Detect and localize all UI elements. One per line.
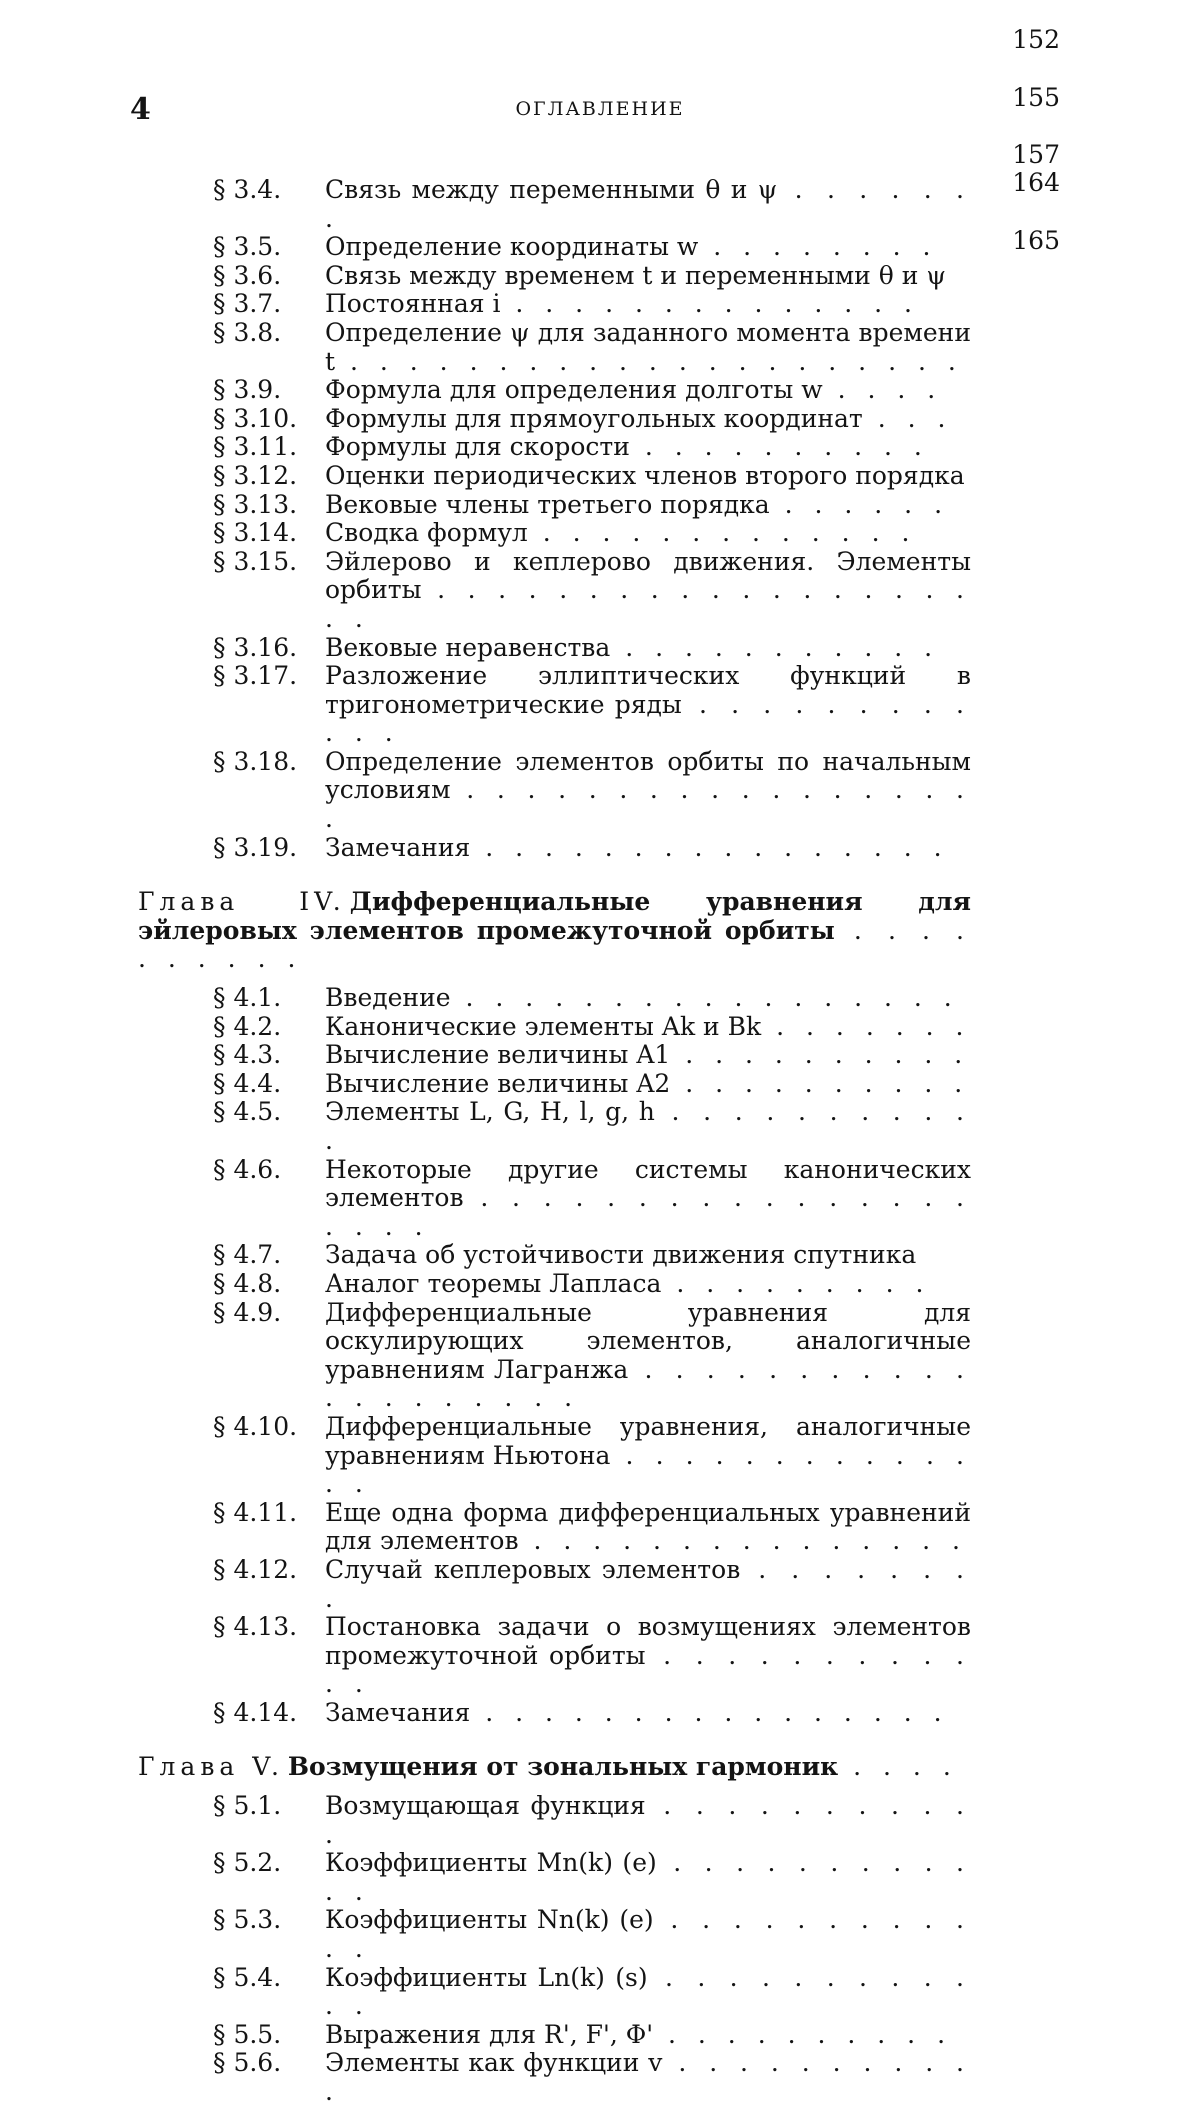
section-number: § 4.8. bbox=[213, 1268, 282, 1298]
section-number: § 3.4. bbox=[213, 175, 282, 204]
leader-dots: . . . . . . . . . . . . . . . . . . bbox=[325, 775, 971, 834]
section-number: § 4.1. bbox=[213, 983, 282, 1013]
leader-dots: . . . . . . . . . . . bbox=[325, 1097, 971, 1155]
section-title bbox=[325, 1849, 971, 1906]
entry-title-text: Определение ψ для заданного момента времени t bbox=[325, 317, 971, 376]
leader-dots: . . . . . . . . . . . . bbox=[325, 1962, 971, 2021]
section-title bbox=[325, 1906, 971, 1963]
entry-title-text: Дифференциальные уравнения для оскулирующих элементов, аналогичные уравнениям Лагранжа bbox=[325, 1297, 971, 1384]
entry-title-text: Формулы для прямоугольных координат bbox=[325, 403, 863, 433]
page-ref: 165 bbox=[1012, 225, 1060, 255]
section-title bbox=[325, 405, 971, 434]
entry-title-text: Введение bbox=[325, 983, 451, 1013]
entry-title-text: Разложение эллиптических функций в тригонометрические ряды bbox=[325, 661, 971, 719]
chapter-title bbox=[138, 1753, 971, 1782]
section-title bbox=[325, 319, 971, 376]
entry-title-text: Вековые неравенства bbox=[325, 632, 611, 662]
leader-dots: . . . . . . . . bbox=[698, 232, 938, 262]
entry-title-text: Еще одна форма дифференциальных уравнений для элементов bbox=[325, 1497, 971, 1556]
leader-dots: . . . . bbox=[838, 1752, 958, 1782]
leader-dots: . . . . . . . bbox=[325, 175, 971, 233]
chapter-title bbox=[138, 888, 971, 974]
leader-dots: . . . . . . . . . . . . bbox=[325, 1905, 972, 1964]
section-number: § 5.3. bbox=[213, 1905, 282, 1935]
section-number: § 4.11. bbox=[213, 1497, 298, 1527]
leader-dots: . . . . . . . . . . . . . . . . . . . . bbox=[325, 1183, 971, 1241]
section-title bbox=[325, 1041, 971, 1070]
section-number: § 4.6. bbox=[213, 1154, 282, 1184]
section-title bbox=[325, 491, 971, 520]
entry-title-text: Дифференциальные уравнения, аналогичные уравнениям Ньютона bbox=[325, 1411, 971, 1470]
section-title bbox=[325, 1556, 971, 1613]
section-number: § 3.17. bbox=[213, 661, 298, 691]
section-title bbox=[325, 1270, 971, 1299]
entry-title-text: Аналог теоремы Лапласа bbox=[325, 1268, 662, 1298]
entry-title-text: Постоянная i bbox=[325, 289, 501, 319]
section-title bbox=[325, 2021, 971, 2050]
section-number: § 4.14. bbox=[213, 1697, 298, 1727]
section-number: § 3.6. bbox=[213, 260, 282, 290]
section-number: § 3.14. bbox=[213, 518, 298, 548]
entry-title-text: Замечания bbox=[325, 832, 471, 862]
section-title bbox=[325, 1613, 971, 1699]
section-number: § 4.10. bbox=[213, 1411, 298, 1441]
leader-dots: . . . . . . . . . . . . . . . . bbox=[470, 832, 949, 862]
entry-title-text: Возмущения от зональных гармоник bbox=[287, 1752, 839, 1782]
entry-title-text: Коэффициенты Nn(k) (e) bbox=[325, 1905, 654, 1935]
leader-dots: . . . . . . . . . . . . . . . . . . . . bbox=[325, 575, 971, 633]
section-number: § 3.18. bbox=[213, 746, 298, 776]
entry-title-text: Определение координаты w bbox=[325, 232, 699, 262]
leader-dots: . . . . . . . . . . . . . . bbox=[325, 1440, 971, 1499]
leader-dots: . . . . bbox=[822, 375, 943, 405]
section-title bbox=[325, 1699, 971, 1728]
leader-dots: . . . . . . . . . . . . . . . . . . . . bbox=[325, 1354, 971, 1413]
entry-title-text: Дифференциальные уравнения для эйлеровых элементов промежуточной орбиты bbox=[138, 887, 971, 945]
leader-dots: . . . . . . . . . bbox=[661, 1268, 931, 1298]
leader-dots: . . . . . . . . . . . . . . bbox=[500, 289, 919, 319]
entry-title-text: Некоторые другие системы канонических элементов bbox=[325, 1154, 971, 1213]
leader-dots: . . . . . . . . . . bbox=[138, 915, 972, 974]
leader-dots: . . . bbox=[862, 403, 953, 433]
entry-title-text: Элементы L, G, H, l, g, h bbox=[325, 1097, 655, 1127]
leader-dots: . . . . . . . . . . . . . . . . . . . . . bbox=[335, 346, 963, 376]
section-title bbox=[325, 376, 971, 405]
section-title bbox=[325, 290, 971, 319]
leader-dots: . . . . . . . . . . bbox=[670, 1040, 970, 1070]
entry-title-text: Сводка формул bbox=[325, 518, 528, 548]
leader-dots: . . . . . . . . bbox=[325, 1554, 971, 1613]
section-number: § 3.9. bbox=[213, 375, 282, 405]
running-title: ОГЛАВЛЕНИЕ bbox=[515, 98, 685, 120]
entry-title-text: Вычисление величины A2 bbox=[325, 1068, 671, 1098]
section-number: § 5.6. bbox=[213, 2048, 282, 2078]
page-ref: 157 bbox=[1012, 139, 1060, 169]
section-number: § 4.5. bbox=[213, 1097, 282, 1127]
entry-title-text: Элементы как функции v bbox=[325, 2048, 663, 2078]
entry-title-text: Случай кеплеровых элементов bbox=[325, 1554, 741, 1584]
section-title bbox=[325, 262, 971, 291]
section-title bbox=[325, 2049, 971, 2106]
section-number: § 4.3. bbox=[213, 1040, 282, 1070]
page-number: 4 bbox=[130, 92, 151, 127]
leader-dots: . . . . . . . . . . . . . . . bbox=[518, 1526, 967, 1556]
section-title bbox=[325, 1070, 971, 1099]
section-title bbox=[325, 433, 971, 462]
page-ref: 155 bbox=[1012, 82, 1060, 112]
section-number: § 3.16. bbox=[213, 632, 298, 662]
entry-title-text: Постановка задачи о возмущениях элементов промежуточной орбиты bbox=[325, 1612, 971, 1670]
section-number: § 3.5. bbox=[213, 232, 282, 262]
section-title bbox=[325, 1013, 971, 1042]
section-title bbox=[325, 1792, 971, 1849]
entry-title-text: Оценки периодических членов второго порядка bbox=[325, 460, 965, 490]
section-number: § 3.8. bbox=[213, 317, 282, 347]
entry-title-text: Канонические элементы Ak и Bk bbox=[325, 1011, 762, 1041]
leader-dots: . . . . . . . . . . . bbox=[325, 1791, 971, 1849]
leader-dots: . . . . . . . . . . . . . . . . . bbox=[450, 983, 959, 1013]
leader-dots: . . . . . . . . . . . . bbox=[325, 689, 971, 748]
section-number: § 5.5. bbox=[213, 2019, 282, 2049]
section-number: § 4.4. bbox=[213, 1068, 282, 1098]
leader-dots: . . . . . . . bbox=[761, 1011, 971, 1041]
page-ref: 152 bbox=[1012, 25, 1060, 55]
section-title bbox=[325, 176, 971, 233]
section-number: § 3.11. bbox=[213, 432, 298, 462]
section-title bbox=[325, 834, 971, 863]
section-title bbox=[325, 984, 971, 1013]
section-title bbox=[325, 634, 971, 663]
entry-title-text: Вековые члены третьего порядка bbox=[325, 489, 770, 519]
leader-dots: . . . . . . bbox=[769, 489, 950, 519]
section-number: § 4.12. bbox=[213, 1554, 298, 1584]
section-number: § 4.2. bbox=[213, 1011, 282, 1041]
section-number: § 3.10. bbox=[213, 403, 298, 433]
chapter-label: Глава V. bbox=[138, 1752, 284, 1782]
page-ref: 164 bbox=[1012, 168, 1060, 198]
section-title bbox=[325, 1499, 971, 1556]
entry-title-text: Определение элементов орбиты по начальным условиям bbox=[325, 746, 971, 805]
leader-dots: . . . . . . . . . . bbox=[629, 432, 929, 462]
entry-title-text: Связь между переменными θ и ψ bbox=[325, 175, 778, 204]
entry-title-text: Эйлерово и кеплерово движения. Элементы орбиты bbox=[325, 546, 971, 605]
section-title bbox=[325, 1241, 971, 1270]
leader-dots: . . . . . . . . . . . . . bbox=[527, 518, 917, 548]
leader-dots: . . . . . . . . . . . . bbox=[325, 1640, 971, 1699]
section-number: § 3.12. bbox=[213, 460, 298, 490]
section-number: § 4.9. bbox=[213, 1297, 282, 1327]
section-number: § 5.2. bbox=[213, 1848, 282, 1878]
section-title bbox=[325, 748, 971, 834]
section-number: § 3.19. bbox=[213, 832, 298, 862]
section-number: § 4.7. bbox=[213, 1240, 282, 1270]
section-title bbox=[325, 233, 971, 262]
section-title bbox=[325, 519, 971, 548]
chapter-label: Глава IV. bbox=[138, 887, 346, 917]
leader-dots: . . . . . . . . . . . bbox=[610, 632, 940, 662]
section-title bbox=[325, 1098, 971, 1155]
entry-title-text: Замечания bbox=[325, 1697, 471, 1727]
entry-title-text: Коэффициенты Mn(k) (e) bbox=[325, 1848, 657, 1878]
entry-title-text: Связь между временем t и переменными θ и ψ bbox=[325, 260, 947, 290]
section-number: § 5.4. bbox=[213, 1962, 282, 1992]
leader-dots: . . . . . . . . . . bbox=[670, 1068, 970, 1098]
entry-title-text: Формула для определения долготы w bbox=[325, 375, 823, 405]
section-number: § 3.13. bbox=[213, 489, 298, 519]
section-number: § 4.13. bbox=[213, 1612, 298, 1642]
leader-dots: . . . . . . . . . . . bbox=[325, 2048, 971, 2106]
entry-title-text: Вычисление величины A1 bbox=[325, 1040, 671, 1070]
section-title bbox=[325, 462, 971, 491]
section-title bbox=[325, 1413, 971, 1499]
leader-dots: . . . . . . . . . . . . . . . . bbox=[470, 1697, 949, 1727]
entry-title-text: Коэффициенты Ln(k) (s) bbox=[325, 1962, 648, 1992]
section-title bbox=[325, 1299, 971, 1413]
section-title bbox=[325, 662, 971, 748]
section-title bbox=[325, 1964, 971, 2021]
entry-title-text: Выражения для R', F', Φ' bbox=[325, 2019, 654, 2049]
section-number: § 5.1. bbox=[213, 1791, 282, 1821]
leader-dots: . . . . . . . . . . bbox=[653, 2019, 953, 2049]
section-number: § 3.7. bbox=[213, 289, 282, 319]
section-title bbox=[325, 548, 971, 634]
section-number: § 3.15. bbox=[213, 546, 298, 576]
entry-title-text: Возмущающая функция bbox=[325, 1791, 646, 1821]
leader-dots: . . . . . . . . . . . . bbox=[325, 1848, 971, 1906]
entry-title-text: Задача об устойчивости движения спутника bbox=[325, 1240, 917, 1270]
section-title bbox=[325, 1156, 971, 1242]
entry-title-text: Формулы для скорости bbox=[325, 432, 630, 462]
